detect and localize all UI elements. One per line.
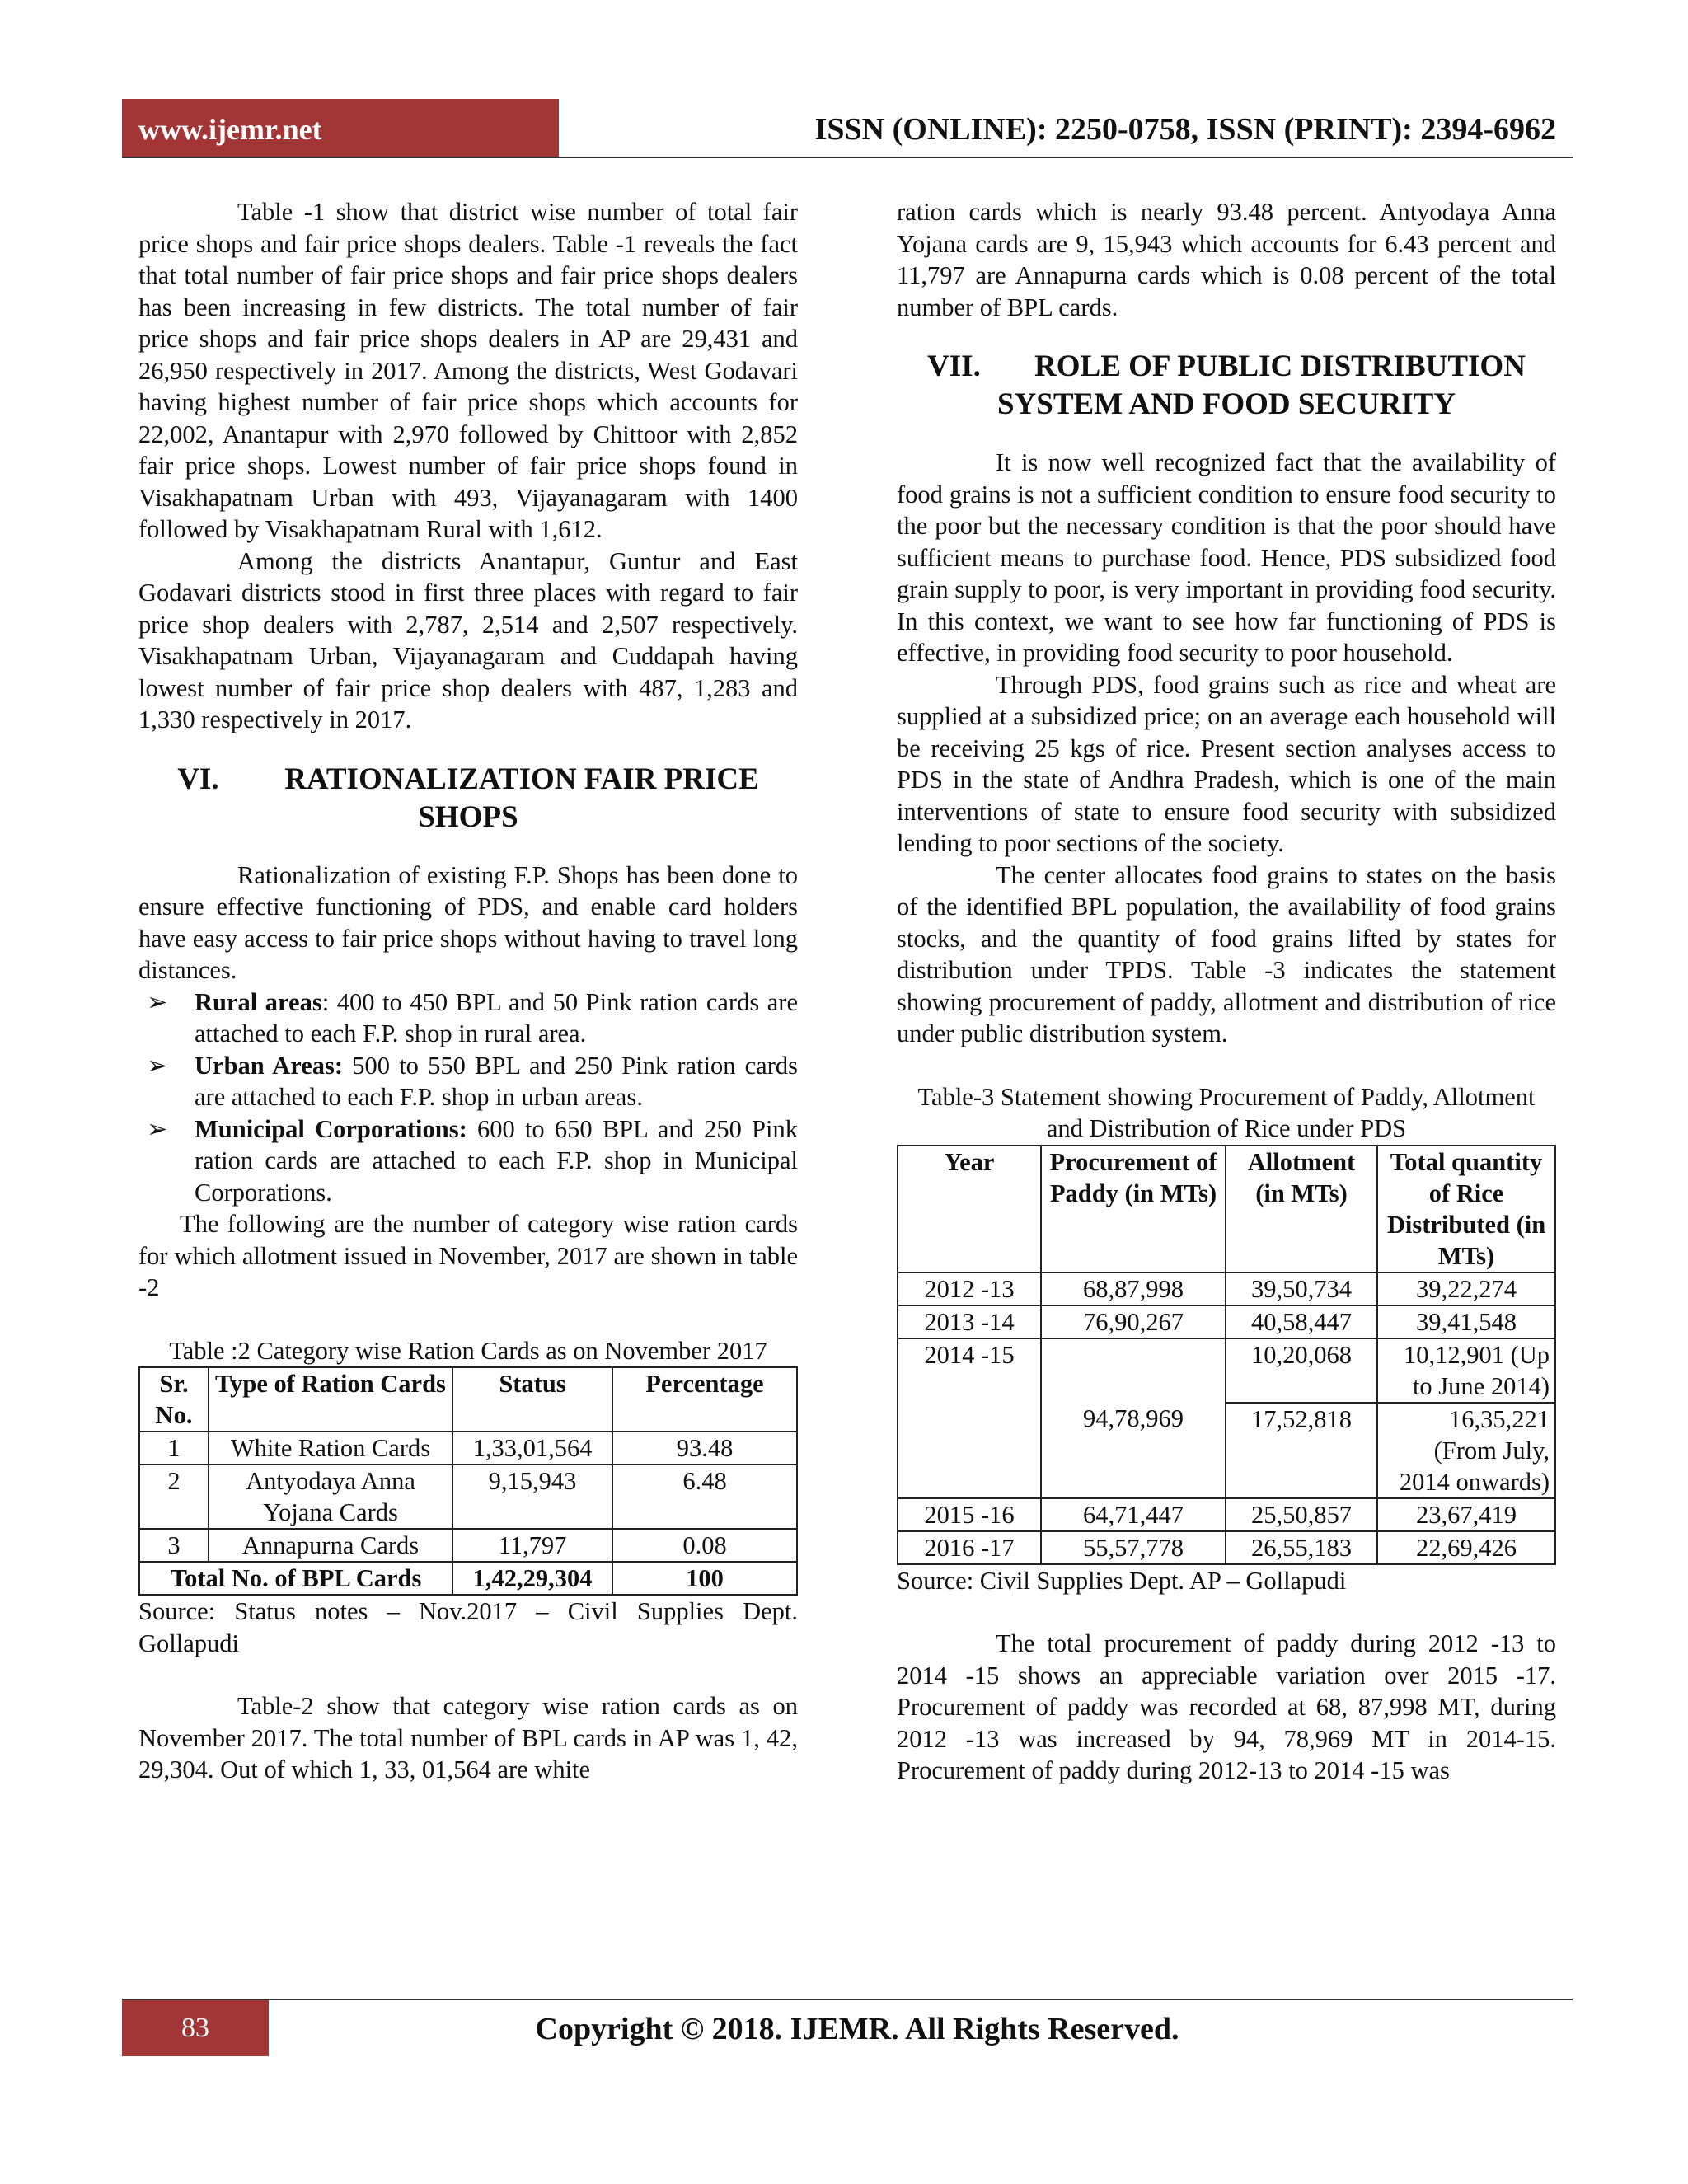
paragraph: Table -1 show that district wise number of total fair price shops and fair price shops dealers. Table -1 reveals the fact that total number of fair price shops and fair price shops dealers has been increasing in few districts. The total number of fair price shops and fair price shops dealers in AP are 29,431 and 26,950 respectively in 2017. Among the districts, West Godavari having highest number of fair price shops which accounts for 22,002, Anantapur with 2,970 followed by Chittoor with 2,852 fair price shops. Lowest number of fair price shops found in Visakhapatnam Urban with 493, Vijayanagaram with 1400 followed by Visakhapatnam Rural with 1,612. [138,198,798,543]
table-cell: White Ration Cards [209,1432,452,1465]
table-cell: 93.48 [612,1432,797,1465]
table-header-row [898,1146,1555,1272]
table-row [898,1338,1555,1403]
table-cell: 2015 -16 [898,1498,1041,1531]
paragraph: Through PDS, food grains such as rice and wheat are supplied at a subsidized price; on an average each household will be receiving 25 kgs of rice. Present section analyses access to PDS in the state of Andhra Pradesh, which is one of the main interventions of state to ensure food security with subsidized lending to poor sections of the society. [897,670,1556,857]
paragraph: The total procurement of paddy during 2012 -13 to 2014 -15 shows an appreciable variation over 2015 -17. Procurement of paddy was recorded at 68, 87,998 MT, during 2012 -13 was increased by 94, 78,969 MT in 2014-15. Procurement of paddy during 2012-13 to 2014 -15 was [897,1629,1556,1784]
page-number: 83 [181,2013,209,2043]
table-cell: 76,90,267 [1041,1305,1226,1338]
paragraph: The center allocates food grains to states on the basis of the identified BPL population, the availability of food grains stocks, and the quantity of food grains lifted by states for distribution under TPDS. Table -3 indicates the statement showing procurement of paddy, allotment and distribution of rice under public distribution system. [897,860,1556,1047]
table-cell: 40,58,447 [1226,1305,1377,1338]
table-cell: 22,69,426 [1377,1531,1555,1564]
footer-divider [122,1999,1573,2000]
list-item [147,987,798,1050]
column-header: Type of Ration Cards [209,1367,452,1432]
arrow-bullet-icon: ➢ [147,1114,168,1143]
issn-line: ISSN (ONLINE): 2250-0758, ISSN (PRINT): 2394-6962 [814,112,1556,147]
right-column [897,196,1556,1787]
table-cell: Annapurna Cards [209,1529,452,1562]
column-header: Year [898,1146,1041,1272]
table-cell: 39,50,734 [1226,1272,1377,1305]
paragraph: ration cards which is nearly 93.48 percent. Antyodaya Anna Yojana cards are 9, 15,943 which accounts for 6.43 percent and 11,797 are Annapurna cards which is 0.08 percent of the total number of BPL cards. [897,198,1556,321]
table-cell: 39,22,274 [1377,1272,1555,1305]
table3-source: Source: Civil Supplies Dept. AP – Gollapudi [897,1566,1347,1595]
table-cell: 0.08 [612,1529,797,1562]
column-header: Allotment (in MTs) [1226,1146,1377,1272]
table-row [139,1432,797,1465]
table2-caption: Table :2 Category wise Ration Cards as on November 2017 [169,1336,767,1365]
table-cell: 6.48 [612,1465,797,1529]
table-cell: 3 [139,1529,209,1562]
table-row [898,1305,1555,1338]
table-cell: 25,50,857 [1226,1498,1377,1531]
section-number: VI. [177,762,219,796]
table-cell: 1,33,01,564 [452,1432,612,1465]
table-cell: 9,15,943 [452,1465,612,1529]
column-header: Procurement of Paddy (in MTs) [1041,1146,1226,1272]
arrow-bullet-icon: ➢ [147,1051,168,1080]
column-header: Sr. No. [139,1367,209,1432]
table-2 [138,1366,798,1596]
column-header: Total quantity of Rice Distributed (in MTs) [1377,1146,1555,1272]
list-item [147,1050,798,1113]
table-cell: 2013 -14 [898,1305,1041,1338]
section-title-line1: ROLE OF PUBLIC DISTRIBUTION [1034,349,1526,383]
table-cell: Antyodaya Anna Yojana Cards [209,1465,452,1529]
paragraph: Rationalization of existing F.P. Shops has been done to ensure effective functioning of PDS, and enable card holders have easy access to fair price shops without having to travel long distances. [138,860,798,984]
left-column [138,196,798,1786]
table-row [898,1531,1555,1564]
copyright-notice: Copyright © 2018. IJEMR. All Rights Reserved. [535,2012,1179,2046]
table-cell: 10,12,901 (Up to June 2014) [1377,1338,1555,1403]
table-cell: 2014 -15 [898,1338,1041,1498]
section-title-line1: RATIONALIZATION FAIR PRICE [284,762,759,796]
total-status: 1,42,29,304 [452,1562,612,1595]
table-total-row [139,1562,797,1595]
bullet-label: Municipal Corporations: [195,1114,467,1143]
bullet-label: Urban Areas: [195,1051,344,1080]
section-heading-vii [897,348,1556,424]
column-header: Status [452,1367,612,1432]
table-cell: 23,67,419 [1377,1498,1555,1531]
table-cell: 2012 -13 [898,1272,1041,1305]
table-cell: 94,78,969 [1041,1338,1226,1498]
table-3 [897,1145,1556,1565]
paragraph: Table-2 show that category wise ration cards as on November 2017. The total number of BPL cards in AP was 1, 42, 29,304. Out of which 1, 33, 01,564 are white [138,1692,798,1783]
table-cell: 39,41,548 [1377,1305,1555,1338]
section-title-line2: SYSTEM AND FOOD SECURITY [996,387,1456,421]
paragraph: The following are the number of category wise ration cards for which allotment issued in November, 2017 are shown in table -2 [138,1210,798,1301]
bullet-list [138,987,798,1209]
paragraph: Among the districts Anantapur, Guntur and East Godavari districts stood in first three places with regard to fair price shop dealers with 2,787, 2,514 and 2,507 respectively. Visakhapatnam Urban, Vijayanagaram and Cuddapah having lowest number of fair price shop dealers with 487, 1,283 and 1,330 respectively in 2017. [138,546,798,733]
table3-caption: Table-3 Statement showing Procurement of Paddy, Allotment and Distribution of Rice under PDS [917,1082,1536,1142]
total-percentage: 100 [612,1562,797,1595]
header-divider [122,157,1573,158]
journal-url[interactable]: www.ijemr.net [138,113,322,146]
table-cell: 10,20,068 [1226,1338,1377,1403]
table-row [898,1272,1555,1305]
paragraph: It is now well recognized fact that the availability of food grains is not a sufficient condition to ensure food security to the poor but the necessary condition is that the poor should have sufficient means to purchase food. Hence, PDS subsidized food grain supply to poor, is very important in providing food security. In this context, we want to see how far functioning of PDS is effective, in providing food security to poor household. [897,448,1556,667]
table-header-row [139,1367,797,1432]
section-title-line2: SHOPS [418,799,518,834]
table-cell: 16,35,221 (From July, 2014 onwards) [1377,1403,1555,1498]
table-cell: 26,55,183 [1226,1531,1377,1564]
bullet-text: : 400 to 450 BPL and 50 Pink ration cards are attached to each F.P. shop in rural area. [195,987,798,1047]
table-row [139,1529,797,1562]
column-header: Percentage [612,1367,797,1432]
table-cell: 55,57,778 [1041,1531,1226,1564]
table-cell: 2 [139,1465,209,1529]
table-cell: 11,797 [452,1529,612,1562]
list-item [147,1113,798,1209]
table-cell: 2016 -17 [898,1531,1041,1564]
table2-source: Source: Status notes – Nov.2017 – Civil Supplies Dept. Gollapudi [138,1597,798,1657]
table-cell: 1 [139,1432,209,1465]
table-cell: 68,87,998 [1041,1272,1226,1305]
table-cell: 64,71,447 [1041,1498,1226,1531]
arrow-bullet-icon: ➢ [147,987,168,1016]
table-row [139,1465,797,1529]
total-label: Total No. of BPL Cards [139,1562,452,1595]
section-number: VII. [927,349,981,383]
section-heading-vi [138,761,798,837]
bullet-label: Rural areas [195,987,322,1016]
bullet-text: 500 to 550 BPL and 250 Pink ration cards are attached to each F.P. shop in urban areas. [195,1051,798,1111]
table-row [898,1498,1555,1531]
table-cell: 17,52,818 [1226,1403,1377,1498]
bullet-text: 600 to 650 BPL and 250 Pink ration cards are attached to each F.P. shop in Municipal Corporations. [195,1114,798,1207]
